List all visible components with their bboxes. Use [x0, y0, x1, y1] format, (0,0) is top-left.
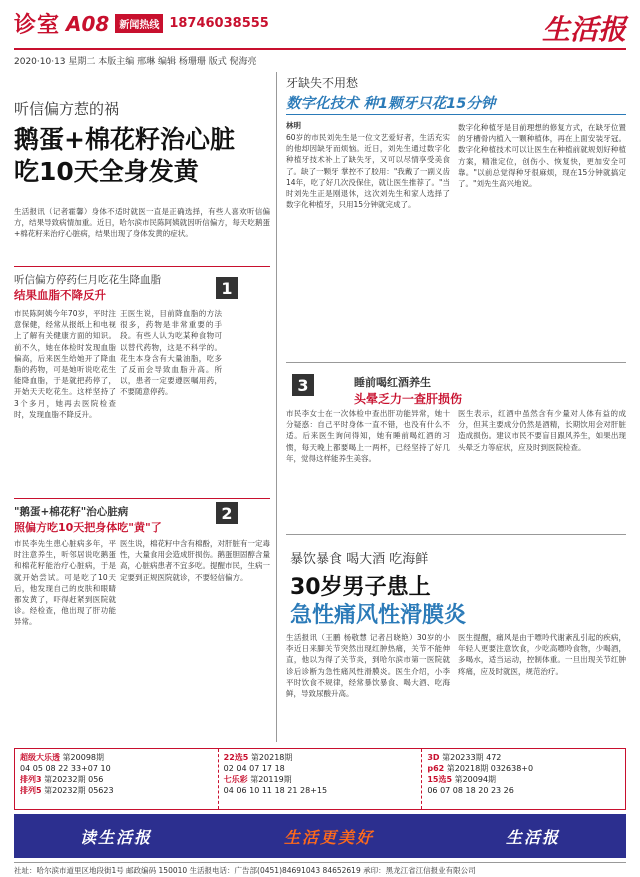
- lottery-issue: 第20233期: [442, 753, 484, 762]
- article4-col2: 医生提醒，痛风是由于嘌呤代谢紊乱引起的疾病，年轻人更要注意饮食，少吃高嘌呤食物，少喝酒，多喝水，适当运动，控制体重。一旦出现关节红肿疼痛，应及时就医，规范治疗。: [458, 633, 626, 676]
- lottery-issue: 第20218期: [446, 764, 489, 773]
- section3-number: 3: [292, 374, 314, 396]
- section2-col2: 医生说，棉花籽中含有棉酚，对肝脏有一定毒性，大量食用会造成肝损伤。鹅蛋胆固醇含量高，心脏病患者不宜多吃。提醒市民，生病一定要到正规医院就诊，不要轻信偏方。: [120, 539, 270, 582]
- lottery-group-3: [422, 749, 625, 809]
- article1-lead: 生活报讯（记者霍馨）身体不适时就医一直是正确选择，有些人喜欢听信偏方，结果导致病情加重。近日，哈尔滨市民陈阿姨就因听信偏方，每天吃鹅蛋+棉花籽来治疗心脏病，结果出现了身体发黄的症状。: [14, 207, 270, 238]
- lottery-name: 排列5: [20, 786, 42, 795]
- lottery-results: [14, 748, 626, 810]
- section2-rule: [14, 498, 270, 499]
- article4-kicker: 暴饮暴食 喝大酒 吃海鲜: [290, 552, 429, 567]
- lottery-name: p62: [427, 764, 445, 773]
- article3-title: 头晕乏力一查肝损伤: [354, 392, 463, 406]
- dateline: 2020·10·13 星期二 本版主编 邢琳 编辑 杨珊珊 版式 倪海亮: [14, 48, 626, 67]
- article3-rule: [286, 362, 626, 363]
- hotline-badge: 新闻热线: [115, 14, 163, 33]
- lottery-numbers: 06 07 08 18 20 23 26: [427, 786, 514, 795]
- lottery-issue: 第20232期: [44, 775, 86, 784]
- footer: 社址：哈尔滨市道里区地段街1号 邮政编码 150010 生活报电话：广告部(0451)84691043 84652619 承印：黑龙江省江信报业有限公司: [14, 862, 626, 876]
- hotline-number: 18746038555: [169, 16, 269, 31]
- lottery-name: 3D: [427, 753, 440, 762]
- article4-title-line1: 30岁男子患上: [290, 575, 431, 600]
- lottery-numbers: 472: [486, 753, 502, 762]
- lottery-issue: 第20119期: [250, 775, 292, 784]
- page-number: A08: [66, 11, 110, 36]
- section2-title: 照偏方吃10天把身体吃"黄"了: [14, 521, 162, 534]
- ad-text-middle: 生活更美好: [283, 827, 374, 847]
- article3-kicker: 睡前喝红酒养生: [354, 376, 431, 389]
- lottery-name: 15选5: [427, 775, 453, 784]
- lottery-numbers: 056: [88, 775, 104, 784]
- newspaper-logo: 生活报: [541, 13, 626, 46]
- lottery-numbers: 05623: [88, 786, 114, 795]
- article2-rule: [286, 114, 626, 115]
- article4-title-line2: 急性痛风性滑膜炎: [290, 603, 467, 628]
- section1-number: 1: [216, 277, 238, 299]
- masthead: [14, 8, 269, 39]
- lottery-issue: 第20098期: [62, 753, 104, 762]
- article2-col1: 60岁的市民刘先生是一位文艺爱好者，生活充实的他却因缺牙而烦恼。近日，刘先生通过数字化种植牙技术补上了缺失牙，又可以尽情享受美食了。缺了一颗牙 掌控不了胶用："我戴了一副义齿14年，吃了好几次没保住，就让医生推荐了。"当时刘先生正是刚退休，这次刘先生和家人选择了数字化种植牙，只用15分钟就完成了。: [286, 133, 450, 210]
- article3-col1: 市民李女士在一次体检中查出肝功能异常，她十分疑惑：自己平时身体一直不错，也没有什么不适。后来医生询问得知，她有睡前喝红酒的习惯，每天晚上都要喝上一两杯，已经坚持了好几年，觉得这样能养生美容。: [286, 409, 450, 463]
- section1-kicker: 听信偏方停药仨月吃花生降血脂: [14, 274, 161, 286]
- lottery-name: 22选5: [223, 753, 249, 762]
- section-title: 诊室: [14, 12, 61, 38]
- lottery-issue: 第20232期: [44, 786, 86, 795]
- article1-title-line2: 吃10天全身发黄: [14, 157, 199, 186]
- lottery-issue: 第20218期: [250, 753, 293, 762]
- lottery-numbers: 04 06 10 11 18 21 28+15: [223, 786, 328, 795]
- section1-title: 结果血脂不降反升: [14, 288, 106, 302]
- lottery-numbers: 02 04 07 17 18: [223, 764, 285, 773]
- column-divider: [276, 72, 277, 742]
- section1-col2: 王医生说，目前降血脂的方法很多，药物是非常重要的手段。有些人认为吃某种食物可以替代药物，这是不科学的。花生本身含有大量油脂，吃多了反而会导致血脂升高。所以，患者一定要遵医嘱用药，不要随意停药。: [120, 309, 222, 397]
- article4-col1: 生活报讯（王鹏 杨敬慧 记者吕晓艳）30岁的小李近日来脚关节突然出现红肿热痛，关节不能伸直，他以为得了关节炎，到哈尔滨市第一医院就诊后诊断为急性痛风性滑膜炎。医生介绍，小李平时饮食不规律，经常暴饮暴食、喝大酒、吃海鲜，导致尿酸升高。: [286, 633, 450, 699]
- article2-byline: 林明: [286, 121, 301, 130]
- section2-col1: 市民李先生患心脏病多年，平时注意养生，听邻居说吃鹅蛋和棉花籽能治疗心脏病，于是就开始尝试。可是吃了10天后，他发现自己的皮肤和眼睛都发黄了，吓得赶紧到医院就诊。经检查，他出现了肝功能异常。: [14, 539, 116, 627]
- lottery-group-1: [15, 749, 219, 809]
- article1-kicker: 听信偏方惹的祸: [14, 100, 120, 118]
- section2-number: 2: [216, 502, 238, 524]
- section1-rule: [14, 266, 270, 267]
- ad-banner: [14, 814, 626, 858]
- article2-title: 数字化技术 种1颗牙只花15分钟: [286, 96, 496, 112]
- lottery-numbers: 032638+0: [490, 764, 534, 773]
- lottery-group-2: [219, 749, 423, 809]
- lottery-issue: 第20094期: [454, 775, 497, 784]
- article2-col2: 数字化种植牙是目前理想的修复方式，在缺牙位置的牙槽骨内植入一颗种植体，再在上面安装牙冠。数字化种植技术可以让医生在种植前就规划好种植方案，精准定位，创伤小、恢复快，更加安全可靠。"以前总觉得种牙很麻烦，现在15分钟就搞定了。"刘先生高兴地说。: [458, 123, 626, 189]
- section1-col1: 市民陈阿姨今年70岁，平时注意保健，经常从报纸上和电视上了解有关健康方面的知识。前不久，她在体检时发现血脂偏高，后来医生给她开了降血脂的药物，可是她听说吃花生能降血脂，于是就把药停了，开始天天吃花生。这样坚持了3个多月，她再去医院检查时，发现血脂不降反升。: [14, 309, 116, 419]
- ad-text-right: 生活报: [505, 827, 560, 847]
- ad-text-left: 读生活报: [79, 827, 152, 847]
- lottery-name: 排列3: [20, 775, 42, 784]
- article4-rule: [286, 534, 626, 535]
- section2-kicker: "鹅蛋+棉花籽"治心脏病: [14, 506, 129, 518]
- lottery-name: 超级大乐透: [20, 753, 60, 762]
- article1-title-line1: 鹅蛋+棉花籽治心脏: [14, 125, 235, 154]
- article2-kicker: 牙缺失不用愁: [286, 76, 359, 90]
- lottery-numbers: 04 05 08 22 33+07 10: [20, 764, 111, 773]
- article3-col2: 医生表示，红酒中虽然含有少量对人体有益的成分，但其主要成分仍然是酒精，长期饮用会对肝脏造成损伤。建议市民不要盲目跟风养生，如果出现头晕乏力等症状，应及时到医院检查。: [458, 409, 626, 452]
- lottery-name: 七乐彩: [223, 775, 248, 784]
